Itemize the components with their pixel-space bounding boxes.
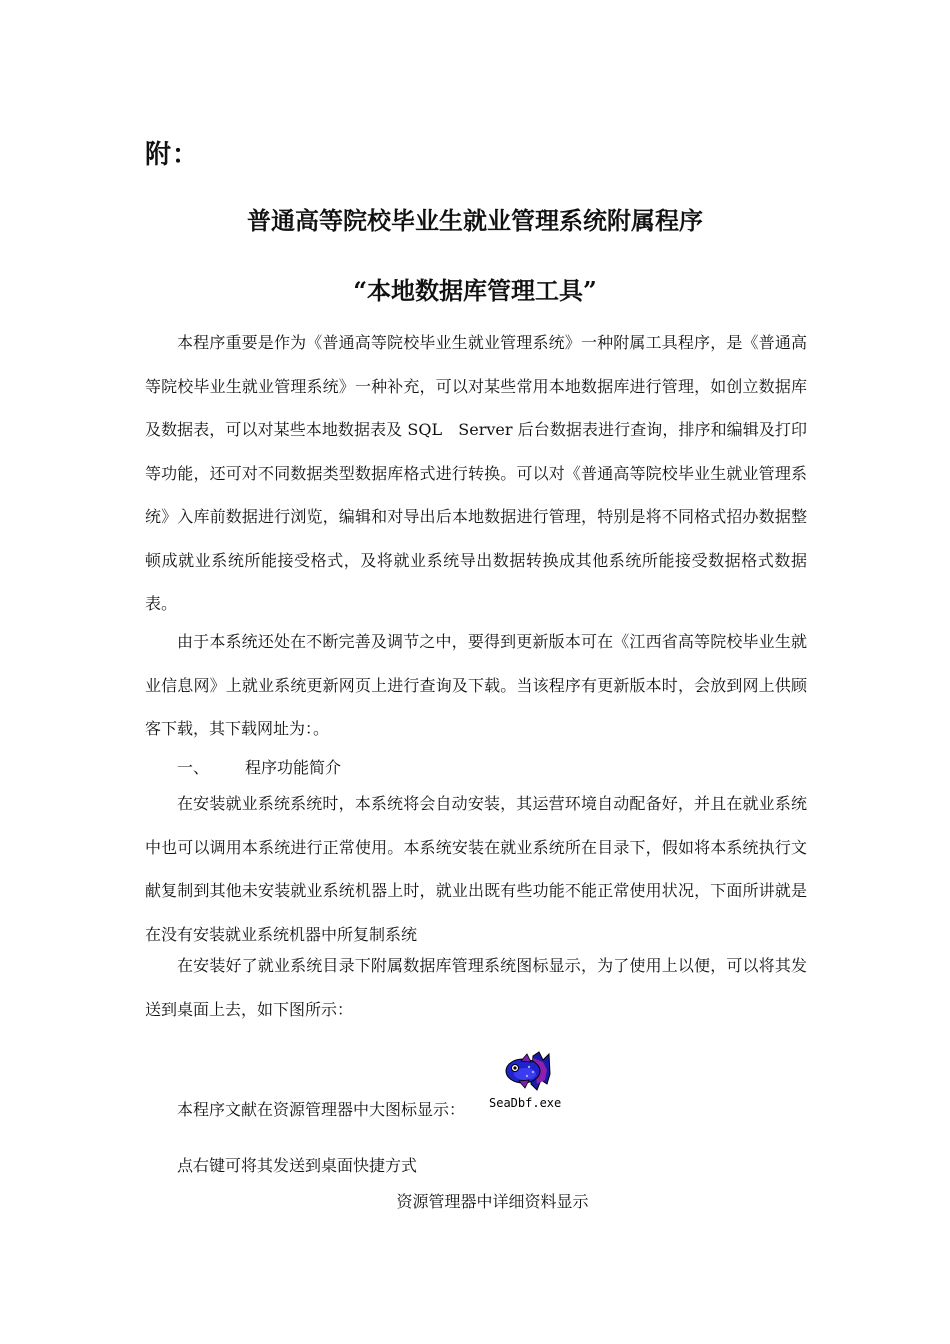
document-title: 普通高等院校毕业生就业管理系统附属程序 [247,206,703,235]
section-title: 程序功能简介 [245,758,342,777]
install-paragraph: 在安装就业系统系统时，本系统将会自动安装，其运营环境自动配备好，并且在就业系统中也可以调用本系统进行正常使用。本系统安装在就业系统所在目录下，假如将本系统执行文献复制到其他未安装就业系统机器上时，就业出既有些功能不能正常使用状况，下面所讲就是在没有安装就业系统机器中所复制系统 [145,794,807,944]
update-paragraph: 由于本系统还处在不断完善及调节之中，要得到更新版本可在《江西省高等院校毕业生就业信息网》上就业系统更新网页上进行查询及下载。当该程序有更新版本时，会放到网上供顾客下载，其下载网址为：。 [145,632,807,738]
document-subtitle: “本地数据库管理工具” [353,276,597,305]
icon-caption: 本程序文献在资源管理器中大图标显示： [177,1100,466,1119]
intro-paragraph: 本程序重要是作为《普通高等院校毕业生就业管理系统》一种附属工具程序，是《普通高等院校毕业生就业管理系统》一种补充，可以对某些常用本地数据库进行管理，如创立数据库及数据表，可以对某些本地数据表及 SQL Server 后台数据表进行查询，排序和编辑及打印等功能，还可对不同数据类型数据库格式进行转换。可以对《普通高等院校毕业生就业管理系统》入库前数据进行浏览，编辑和对导出后本地数据进行管理，特别是将不同格式招办数据整顿成就业系统所能接受格式，及将就业系统导出数据转换成其他系统所能接受数据格式数据表。 [145,333,807,613]
fish-icon [503,1050,551,1092]
appendix-label: 附： [145,140,200,170]
section-number: 一、 [177,758,210,777]
right-click-note: 点右键可将其发送到桌面快捷方式 [177,1156,418,1175]
detail-caption: 资源管理器中详细资料显示 [396,1192,589,1211]
icon-filename: SeaDbf.exe [489,1096,562,1110]
desktop-paragraph: 在安装好了就业系统目录下附属数据库管理系统图标显示，为了使用上以便，可以将其发送到桌面上去，如下图所示： [145,956,807,1019]
